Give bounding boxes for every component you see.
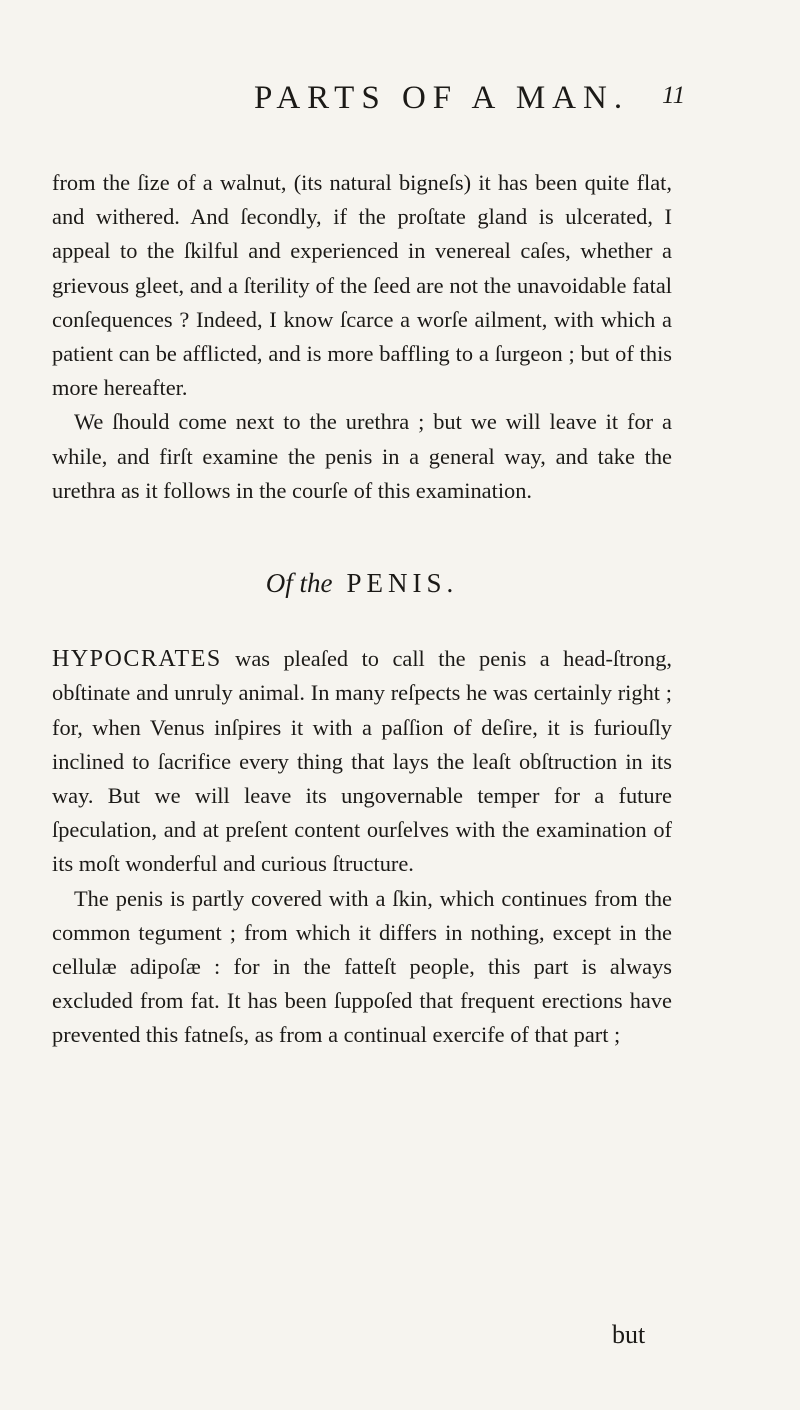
body-text (52, 166, 672, 1053)
page-number: 11 (662, 82, 686, 109)
paragraph-1: from the ſize of a walnut, (its natural bigneſs) it has been quite flat, and withered. And ſecondly, if the proſtate gland is ulcerated, I appeal to the ſkilful and experienced in venereal caſes, whether a grievous gleet, and a ſterility of the ſeed are not the unavoidable fatal conſequences ? Indeed, I know ſcarce a worſe ailment, with which a patient can be afflicted, and is more baffling to a ſurgeon ; but of this more hereafter. (52, 170, 672, 401)
paragraph-3-text: was pleaſed to call the penis a head-ſtrong, obſtinate and unruly animal. In many reſpects he was certainly right ; for, when Venus inſpires it with a paſſion of deſire, it is furiouſly inclined to ſacrifice every thing that lays the leaſt obſtruction in its way. But we will leave its ungovernable temper for a future ſpeculation, and at preſent content ourſelves with the examination of its moſt wonderful and curious ſtructure. (52, 646, 672, 877)
running-title: PARTS OF A MAN. (254, 80, 630, 116)
section-heading-prefix: Of the (265, 568, 333, 599)
paragraph-3 (52, 642, 672, 881)
section-heading (52, 566, 672, 600)
paragraph-2: We ſhould come next to the urethra ; but we will leave it for a while, and firſt examine the penis in a general way, and take the urethra as it follows in the courſe of this examination. (52, 409, 672, 503)
catchword: but (612, 1320, 646, 1349)
section-heading-title: PENIS. (346, 568, 459, 599)
paragraph-3-lead: HYPOCRATES (52, 646, 222, 673)
paragraph-4: The penis is partly covered with a ſkin, which continues from the common tegument ; from which it differs in nothing, except in the cellulæ adipoſæ : for in the fatteſt people, this part is always excluded from fat. It has been ſuppoſed that frequent erections have prevented this fatneſs, as from a continual exercife of that part ; (52, 885, 672, 1048)
